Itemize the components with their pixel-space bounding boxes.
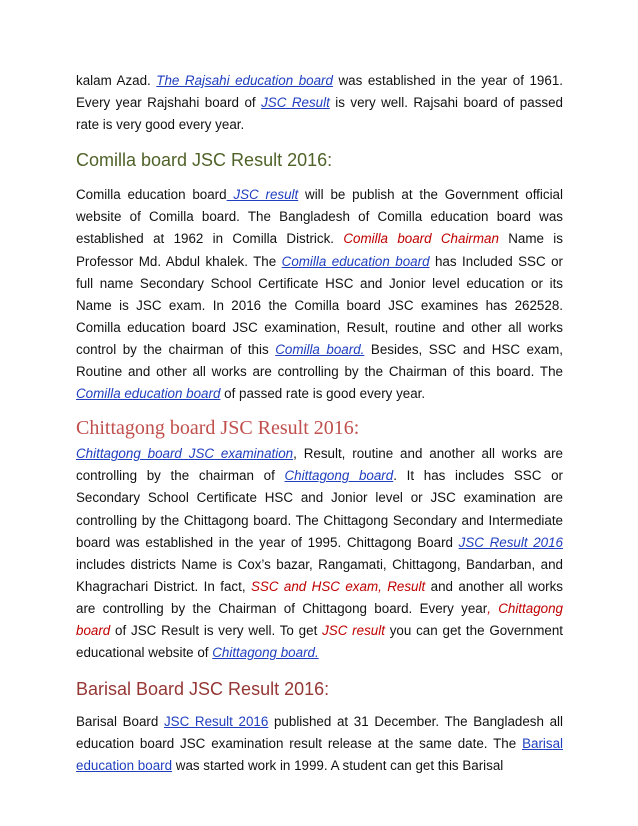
text-run: was established in the year of 1961. Every year Rajshahi board of [76,73,563,111]
text-run: Barisal Board [76,714,164,730]
text-run: of JSC Result is very well. To get [110,622,323,638]
text-run: was started work in 1999. A student can get this Barisal [172,758,504,774]
text-run: has Included SSC or full name Secondary School Certificate HSC and Jonior level education or its Name is JSC exam. In 2016 the Comilla board JSC examines has 262528. Comilla education board JSC examination, Result, routine and other all works control by the chairman of this [76,253,563,357]
comilla-jsc-result-link[interactable]: JSC result [226,187,299,203]
chittagong-board-link[interactable]: Chittagong board [284,468,394,484]
rajshahi-paragraph [76,70,563,136]
text-run: you can get the Government educational website of [76,622,563,661]
comilla-heading: Comilla board JSC Result 2016: [76,150,333,171]
text-run: includes districts Name is Cox’s bazar, Rangamati, Chittagong, Bandarban, and Khagrachari District. In fact, [76,556,563,594]
text-run: . It has includes SSC or Secondary School Certificate HSC and Jonior level or JSC examination are controlling by the Chittagong board. The Chittagong Secondary and Intermediate board was established in the year of 1995. Chittagong Board [76,468,563,550]
barisal-paragraph [76,711,563,777]
comilla-chairman-highlight: Comilla board Chairman [343,231,499,247]
barisal-education-board-link[interactable]: Barisal education board [76,736,563,774]
barisal-jsc-result-link[interactable]: JSC Result 2016 [163,714,269,730]
chittagong-board-highlight: , Chittagong board [76,600,563,638]
text-run: and another all works are controlling by the Chairman of Chittagong board. Every year [76,578,563,616]
text-run: of passed rate is good every year. [220,386,426,402]
comilla-board-link[interactable]: Comilla board. [275,341,365,357]
jsc-result-link[interactable]: JSC Result [261,95,330,111]
chittagong-heading: Chittagong board JSC Result 2016: [76,417,360,440]
rajshahi-board-link[interactable]: The Rajsahi education board [156,73,333,88]
text-run: is very well. Rajsahi board of passed rate is very good every year. [76,95,563,133]
text-run: kalam Azad. [76,73,157,88]
comilla-paragraph [76,184,563,405]
text-run: Besides, SSC and HSC exam, Routine and other all works are controlling by the Chairman of this board. The [76,341,563,380]
text-run: , Result, routine and another all works are controlling by the chairman of [76,446,563,484]
chittagong-paragraph [76,443,563,664]
document-page [76,70,563,777]
chittagong-jsc-result-link[interactable]: JSC Result 2016 [458,534,563,550]
jsc-result-highlight: JSC result [322,622,385,638]
text-run: Comilla education board [76,187,227,203]
ssc-hsc-highlight: SSC and HSC exam, Result [250,578,426,594]
comilla-education-board-link[interactable]: Comilla education board [281,253,430,269]
comilla-education-board-link-2[interactable]: Comilla education board [76,386,221,402]
text-run: Name is Professor Md. Abdul khalek. The [76,231,563,269]
text-run: will be publish at the Government official website of Comilla board. The Bangladesh of Comilla education board was established at 1962 in Comilla Districk. [76,187,563,247]
chittagong-board-link-2[interactable]: Chittagong board. [212,645,319,661]
chittagong-jsc-exam-link[interactable]: Chittagong board JSC examination [76,446,294,462]
barisal-heading: Barisal Board JSC Result 2016: [76,679,330,700]
text-run: published at 31 December. The Bangladesh all education board JSC examination result release at the same date. The [76,714,563,752]
